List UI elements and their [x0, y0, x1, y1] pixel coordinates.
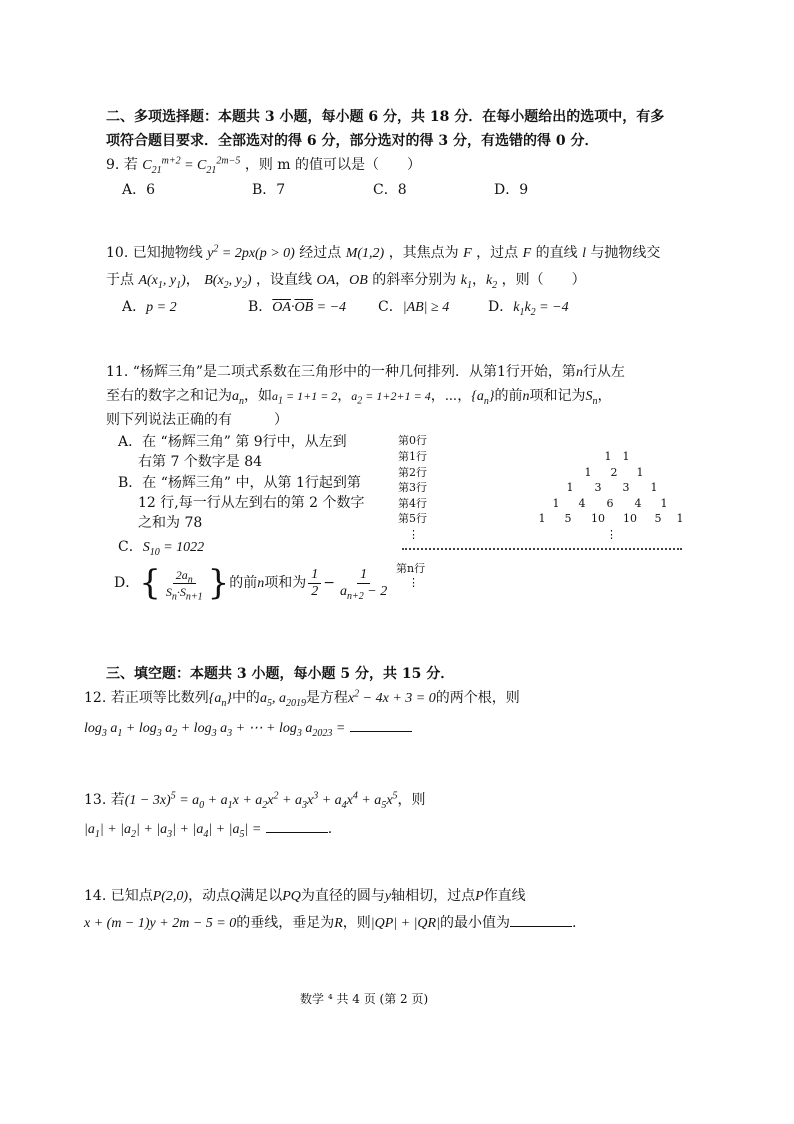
q10-point-m: M(1,2)	[345, 246, 385, 261]
triangle-num: 1	[552, 497, 560, 510]
q10-text-i: 的斜率分别为	[372, 272, 457, 288]
q10-opt-d-label: D．	[488, 299, 514, 315]
q11-option-b-3: 之和为 78	[138, 515, 203, 531]
q11-opt-d-label: D．	[114, 575, 140, 591]
q11-option-a-2: 右第 7 个数字是 84	[138, 454, 263, 470]
triangle-row-label-2: 第2行	[398, 466, 427, 479]
triangle-num: 5	[564, 512, 572, 525]
q10-text-d: ，过点	[476, 245, 519, 261]
q14-text-f: 作直线	[483, 888, 526, 904]
q14-text-i: 的最小值为	[439, 915, 510, 931]
q10-opt-a-label: A．	[122, 299, 147, 315]
triangle-num: 1	[584, 466, 592, 479]
triangle-row-label-n: 第n行	[396, 562, 426, 575]
question-13-line2: $|a_1| + |a_2| + |a_3| + |a_4| + |a_5|$ = .	[84, 818, 332, 840]
section3-header: 三、填空题：本题共 3 小题，每小题 5 分，共 15 分．	[106, 666, 455, 682]
q10-text-f: 与抛物线交	[590, 245, 661, 261]
triangle-num: 1	[676, 512, 684, 525]
q12-text-b: 中的	[231, 690, 260, 706]
question-12-line2: $\log_3 a_1 + \log_3 a_2 + \log_3 a_3$ + ⋯ + $\log_3 a_{2023}$ =	[84, 717, 412, 739]
q10-text-g: 于点	[106, 272, 134, 288]
q14-text-c: 满足以	[240, 888, 283, 904]
triangle-row-label-3: 第3行	[398, 481, 427, 494]
q13-text-b: ，则	[397, 792, 426, 808]
q10-slope-k2: $k_2$	[485, 273, 498, 291]
q11-opt-c-label: C．	[118, 539, 143, 555]
q14-text-h: ，则	[342, 915, 371, 931]
q14-text-d: 为直径的圆与	[300, 888, 385, 904]
q11-option-b-2: 12 行,每一行从左到右的第 2 个数字	[138, 495, 365, 511]
q11-opt-d-tail: 项和为	[264, 575, 307, 591]
q10-option-d: D．$k_1k_2 = -4$	[488, 299, 569, 318]
q13-answer-blank[interactable]	[266, 818, 328, 833]
q10-text-b: 经过点	[299, 245, 342, 261]
question-12-line1: 12. 若正项等比数列$\{a_n\}$中的$a_5$, $a_{2019}$是方程$x^2 - 4x + 3 = 0$的两个根，则	[84, 688, 520, 709]
q14-answer-blank[interactable]	[510, 912, 572, 927]
q10-line-l: l	[582, 246, 586, 261]
triangle-num: 3	[594, 481, 602, 494]
triangle-num: 3	[622, 481, 630, 494]
q11-text-2f: 项和记为	[529, 388, 586, 404]
question-13-line1: 13. 若$(1 - 3x)^5 = a_0 + a_1x + a_2x^2 + a_3x^3 + a_4x^4 + a_5x^5$，则	[84, 790, 426, 811]
triangle-num: 10	[591, 512, 605, 525]
q12-answer-blank[interactable]	[350, 717, 412, 732]
q11-text-1-tail: 行从左	[582, 364, 625, 380]
q14-text-a: 14. 已知点	[84, 888, 153, 904]
q10-point-b: $B(x_2$, $y_2$)	[204, 273, 252, 291]
triangle-num: 10	[623, 512, 637, 525]
q11-option-b-1: B．在 “杨辉三角” 中，从第 1行起到第	[118, 475, 361, 491]
q11-text-2d: ，⋯，	[430, 388, 472, 404]
q10-point-a: $A(x_1$, $y_1$)	[138, 273, 186, 291]
q9-option-b: B．7	[252, 182, 286, 198]
q10-option-b: B．$\overline{OA}\cdot\overline{OB} = -4$	[248, 299, 347, 315]
q11-option-a-1: A．在 “杨辉三角” 第 9行中，从左到	[118, 434, 347, 450]
q12-text-d: 的两个根，则	[435, 690, 520, 706]
triangle-dotted-line	[402, 548, 682, 550]
triangle-num: 1	[650, 481, 658, 494]
q9-option-a: A．6	[122, 182, 156, 198]
q14-text-e: 轴相切，过点	[391, 888, 476, 904]
q12-text-c: 是方程	[305, 690, 348, 706]
q9-number: 9.	[106, 157, 120, 173]
q11-n: n	[575, 365, 583, 380]
q10-option-c: C．|AB| ≥ 4	[378, 299, 450, 315]
triangle-num: 1	[636, 466, 644, 479]
triangle-row-label-5: 第5行	[398, 512, 427, 525]
q10-text-j: ，则（ ）	[501, 272, 586, 288]
question-10-line1	[106, 243, 660, 264]
q11-text-2e: 的前	[494, 388, 523, 404]
q10-parabola: $y^2 = 2px(p > 0)$	[207, 243, 295, 261]
q11-text-2c: ，	[337, 388, 352, 404]
q11-text-1: 11. “杨辉三角”是二项式系数在三角形中的一种几何排列．从第1行开始，第	[106, 364, 576, 380]
q10-focus-2: F	[522, 246, 532, 261]
q10-text-a: 10. 已知抛物线	[106, 245, 203, 261]
q11-opt-d-mid: 的前	[229, 575, 258, 591]
question-14-line1: 14. 已知点P(2,0)，动点Q满足以PQ为直径的圆与y轴相切，过点P作直线	[84, 888, 526, 904]
q10-line-ob: OB	[349, 273, 368, 288]
triangle-num: 4	[634, 497, 642, 510]
q11-option-c: C．$S_{10} = 1022$	[118, 539, 205, 558]
triangle-num: 1	[538, 512, 546, 525]
question-11-line2: 至右的数字之和记为$a_n$，如$a_1 = 1+1 = 2$，$a_2 = 1+2+1 = 4$，⋯，$\{a_n\}$的前n项和记为$S_n$，	[106, 388, 612, 407]
question-11-line1	[106, 362, 625, 383]
q9-formula: $C_{21}^{m+2} = C_{21}^{2m-5}$	[142, 155, 241, 176]
q14-text-b: ，动点	[188, 888, 231, 904]
q14-text-g: 的垂线，垂足为	[236, 915, 335, 931]
q9-stem-prefix: 若	[123, 157, 138, 173]
q12-text-a: 12. 若正项等比数列	[84, 690, 209, 706]
triangle-row-label-0: 第0行	[398, 434, 427, 447]
q10-text-h: ，设直线	[256, 272, 313, 288]
q10-opt-c-label: C．	[378, 299, 403, 315]
q10-text-e: 的直线	[535, 245, 578, 261]
triangle-row-label-4: 第4行	[398, 497, 427, 510]
q10-opt-b-label: B．	[248, 299, 273, 315]
q10-slopes: $k_1$	[460, 273, 472, 291]
page-footer: 数学 ⁴ 共 4 页 (第 2 页)	[300, 992, 429, 1006]
q11-option-d: D．{ $\frac{2a_n}{S_n\cdot S_{n+1}}$ }的前n项和为 $\frac{1}{2}$ − $\frac{1}{a_{n+2} - 2}$	[114, 563, 388, 603]
question-10-line2: 于点 $A(x_1$, $y_1$)， $B(x_2$, $y_2$) ，设直线 OA，OB 的斜率分别为 $k_1$，$k_2$ ，则（ ）	[106, 272, 586, 291]
section2-header-line2: 项符合题目要求．全部选对的得 6 分，部分选对的得 3 分，有选错的得 0 分．	[106, 133, 599, 149]
triangle-vdots-center: ⋮	[606, 528, 617, 541]
triangle-num: 1	[604, 450, 612, 463]
triangle-num: 2	[610, 466, 618, 479]
question-11-line3: 则下列说法正确的有 ）	[106, 412, 288, 428]
q9-option-d: D．9	[494, 182, 529, 198]
q10-lines: OA	[316, 273, 336, 288]
question-14-line2: x + (m − 1)y + 2m − 5 = 0的垂线，垂足为R，则|QP| + |QR|的最小值为 .	[84, 912, 576, 934]
triangle-vdots-bottom: ⋮	[408, 576, 419, 589]
question-9-stem	[106, 155, 421, 176]
q13-text-a: 13. 若	[84, 792, 125, 808]
q9-stem-suffix: ，则 m 的值可以是（ ）	[244, 157, 422, 173]
q10-option-a: A．p = 2	[122, 299, 177, 315]
q9-option-c: C．8	[373, 182, 407, 198]
q11-text-2b: ，如	[244, 388, 272, 404]
triangle-num: 4	[578, 497, 586, 510]
triangle-num: 1	[566, 481, 574, 494]
q11-text-2a: 至右的数字之和记为	[106, 388, 232, 404]
section2-header-line1: 二、多项选择题：本题共 3 小题，每小题 6 分，共 18 分．在每小题给出的选项中，有多	[106, 109, 665, 125]
triangle-num: 6	[606, 497, 614, 510]
triangle-num: 5	[654, 512, 662, 525]
triangle-row-label-1: 第1行	[398, 450, 427, 463]
triangle-num: 1	[660, 497, 668, 510]
triangle-vdots-left: ⋮	[408, 528, 419, 541]
q10-text-c: ，其焦点为	[388, 245, 459, 261]
q10-focus: F	[463, 246, 472, 261]
triangle-num: 1	[622, 450, 630, 463]
